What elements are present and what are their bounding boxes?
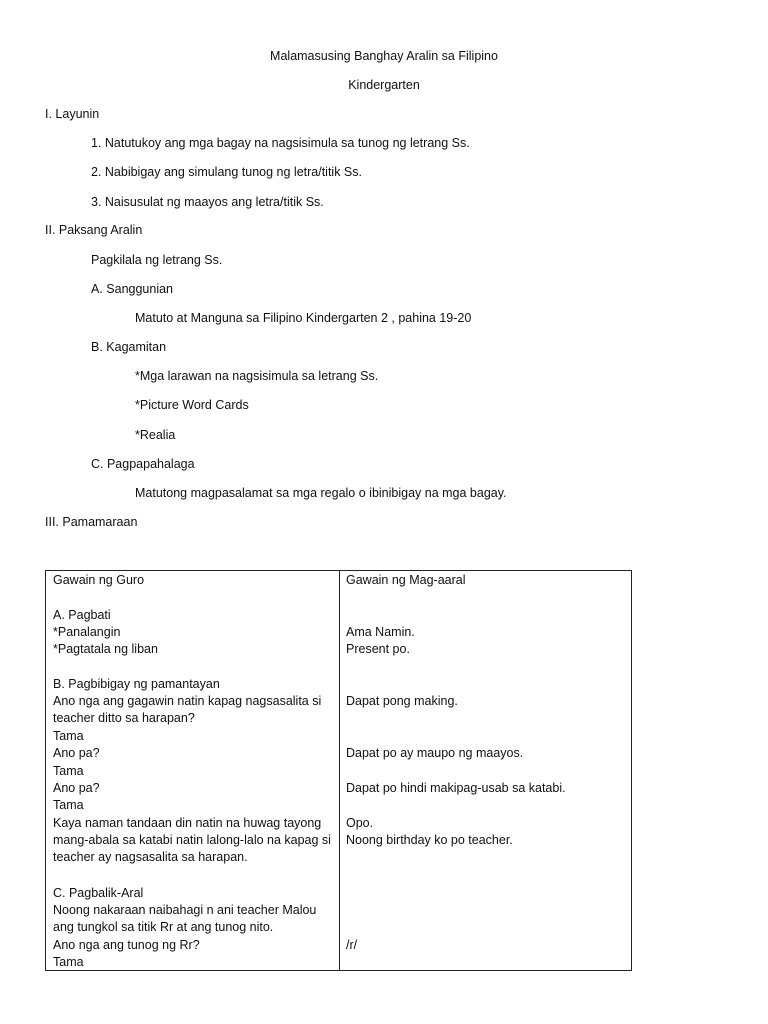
sanggunian-text: Matuto at Manguna sa Filipino Kindergarten 2 , pahina 19-20 xyxy=(135,311,472,325)
section-heading-paksang-aralin: II. Paksang Aralin xyxy=(45,223,143,237)
section-heading-layunin: I. Layunin xyxy=(45,107,100,121)
table-row: C. Pagbalik-Aral xyxy=(53,886,144,900)
table-row: Tama xyxy=(53,798,84,812)
table-row: Ano pa? xyxy=(53,781,100,795)
kagamitan-item: *Realia xyxy=(135,428,176,442)
table-row: Ano pa? xyxy=(53,746,100,760)
document-title: Malamasusing Banghay Aralin sa Filipino xyxy=(270,49,498,63)
table-header-guro: Gawain ng Guro xyxy=(53,573,145,587)
table-row: B. Pagbibigay ng pamantayan xyxy=(53,677,220,691)
sanggunian-label: A. Sanggunian xyxy=(91,282,174,296)
table-row: teacher ditto sa harapan? xyxy=(53,711,195,725)
kagamitan-item: *Picture Word Cards xyxy=(135,398,249,412)
table-row: Tama xyxy=(53,955,84,969)
kagamitan-label: B. Kagamitan xyxy=(91,340,167,354)
table-row: Dapat po ay maupo ng maayos. xyxy=(346,746,524,760)
table-row: teacher ay nagsasalita sa harapan. xyxy=(53,850,248,864)
table-row: mang-abala sa katabi natin lalong-lalo na kapag si xyxy=(53,833,331,847)
objective-item: 1. Natutukoy ang mga bagay na nagsisimula sa tunog ng letrang Ss. xyxy=(91,136,470,150)
table-header-mag-aaral: Gawain ng Mag-aaral xyxy=(346,573,466,587)
procedure-table xyxy=(45,570,632,971)
table-row: Kaya naman tandaan din natin na huwag tayong xyxy=(53,816,322,830)
table-row: A. Pagbati xyxy=(53,608,111,622)
table-row: Tama xyxy=(53,764,84,778)
table-row: Present po. xyxy=(346,642,410,656)
table-row: *Panalangin xyxy=(53,625,121,639)
table-row: Ano nga ang gagawin natin kapag nagsasalita si xyxy=(53,694,322,708)
objective-item: 2. Nabibigay ang simulang tunog ng letra/titik Ss. xyxy=(91,165,362,179)
table-row: Dapat pong making. xyxy=(346,694,458,708)
table-row: Ama Namin. xyxy=(346,625,415,639)
table-row: Ano nga ang tunog ng Rr? xyxy=(53,938,200,952)
table-divider xyxy=(339,571,340,970)
table-row: Tama xyxy=(53,729,84,743)
table-row: ang tungkol sa titik Rr at ang tunog nito. xyxy=(53,920,274,934)
table-row: /r/ xyxy=(346,938,358,952)
table-row: Noong nakaraan naibahagi n ani teacher Malou xyxy=(53,903,317,917)
kagamitan-item: *Mga larawan na nagsisimula sa letrang Ss. xyxy=(135,369,379,383)
topic-text: Pagkilala ng letrang Ss. xyxy=(91,253,223,267)
table-row: Opo. xyxy=(346,816,374,830)
pagpapahalaga-text: Matutong magpasalamat sa mga regalo o ibinibigay na mga bagay. xyxy=(135,486,507,500)
table-row: Noong birthday ko po teacher. xyxy=(346,833,513,847)
objective-item: 3. Naisusulat ng maayos ang letra/titik Ss. xyxy=(91,195,324,209)
document-subtitle: Kindergarten xyxy=(348,78,420,92)
section-heading-pamamaraan: III. Pamamaraan xyxy=(45,515,138,529)
table-row: Dapat po hindi makipag-usab sa katabi. xyxy=(346,781,566,795)
table-row: *Pagtatala ng liban xyxy=(53,642,158,656)
pagpapahalaga-label: C. Pagpapahalaga xyxy=(91,457,195,471)
